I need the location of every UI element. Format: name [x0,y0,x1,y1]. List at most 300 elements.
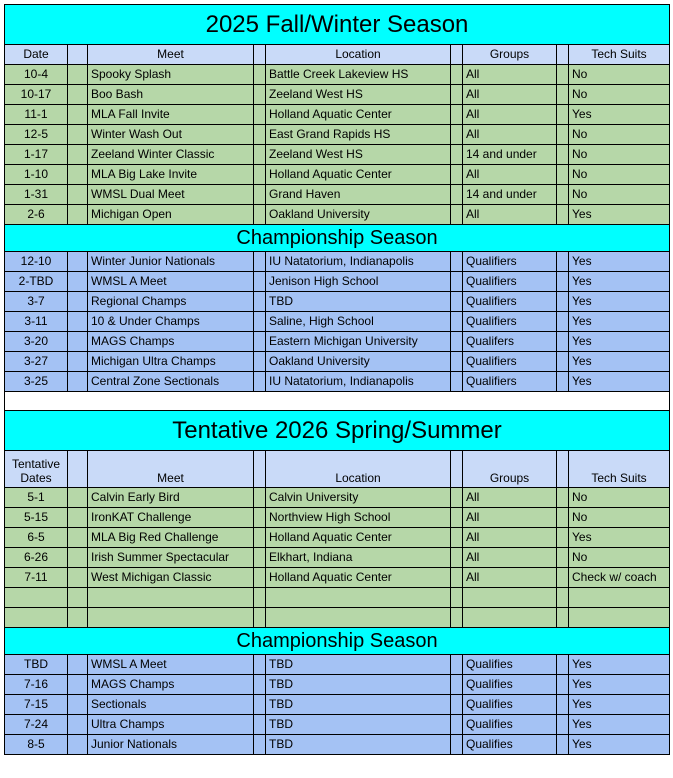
empty-cell [557,608,569,628]
spacer-cell [451,165,463,185]
empty-cell [5,608,68,628]
empty-cell [5,588,68,608]
meet-groups: Qualifies [463,715,557,735]
empty-cell [569,588,670,608]
meet-row [5,65,670,85]
meet-row [5,185,670,205]
spacer-cell [557,205,569,225]
spacer-cell [557,695,569,715]
header-date-line2: Dates [20,471,52,485]
meet-groups: All [463,85,557,105]
spacer-cell [557,272,569,292]
spacer-cell [451,185,463,205]
spacer-cell [451,568,463,588]
spacer-cell [68,372,88,392]
meet-row [5,165,670,185]
header-meet: Meet [88,451,254,488]
meet-name: MLA Big Lake Invite [88,165,254,185]
spacer-cell [68,715,88,735]
meet-groups: All [463,125,557,145]
meet-location: Oakland University [266,205,451,225]
meet-row [5,548,670,568]
meet-date: 6-26 [5,548,68,568]
meet-name: Spooky Splash [88,65,254,85]
meet-tech-suits: Yes [569,312,670,332]
meet-name: Michigan Ultra Champs [88,352,254,372]
spacer-cell [451,548,463,568]
meet-groups: Qualifies [463,675,557,695]
spacer-cell [254,352,266,372]
spacer-cell [254,528,266,548]
spacer-cell [68,675,88,695]
spacer-cell [68,451,88,488]
meet-location: Grand Haven [266,185,451,205]
spacer-cell [254,735,266,755]
meet-groups: All [463,65,557,85]
spacer-cell [254,125,266,145]
section-subtitle-text: Championship Season [5,225,670,252]
spacer-cell [68,312,88,332]
meet-row [5,125,670,145]
spacer-cell [254,105,266,125]
meet-location: TBD [266,735,451,755]
meet-date: 2-6 [5,205,68,225]
spacer-cell [68,205,88,225]
meet-date: 1-10 [5,165,68,185]
spacer-cell [557,675,569,695]
meet-location: TBD [266,292,451,312]
spacer-cell [451,655,463,675]
spacer-cell [451,45,463,65]
meet-row [5,488,670,508]
meet-groups: Qualifiers [463,292,557,312]
spacer-cell [254,145,266,165]
empty-cell [5,392,670,411]
spacer-cell [557,715,569,735]
meet-date: 7-15 [5,695,68,715]
section-subtitle-text: Championship Season [5,628,670,655]
spacer-cell [68,735,88,755]
spacer-cell [451,105,463,125]
spacer-cell [254,451,266,488]
spacer-cell [557,292,569,312]
meet-row [5,568,670,588]
meet-groups: 14 and under [463,185,557,205]
meet-row [5,508,670,528]
meet-date: 1-17 [5,145,68,165]
meet-row [5,352,670,372]
empty-cell [88,588,254,608]
meet-tech-suits: Yes [569,205,670,225]
meet-date: 1-31 [5,185,68,205]
spacer-cell [557,372,569,392]
header-date: Date [5,45,68,65]
meet-location: Eastern Michigan University [266,332,451,352]
spacer-cell [451,332,463,352]
meet-row [5,655,670,675]
spacer-cell [557,548,569,568]
section-title-text: 2025 Fall/Winter Season [5,5,670,45]
meet-location: Northview High School [266,508,451,528]
meet-groups: Qualifiers [463,272,557,292]
empty-cell [68,588,88,608]
spacer-cell [254,655,266,675]
meet-tech-suits: Yes [569,332,670,352]
spacer-cell [451,715,463,735]
meet-groups: All [463,528,557,548]
empty-cell [266,588,451,608]
meet-row [5,695,670,715]
spacer-cell [451,528,463,548]
meet-tech-suits: Yes [569,352,670,372]
spacer-cell [68,125,88,145]
section-title-text: Tentative 2026 Spring/Summer [5,411,670,451]
spacer-cell [557,85,569,105]
meet-date: 3-7 [5,292,68,312]
header-tech-suits: Tech Suits [569,451,670,488]
meet-tech-suits: Yes [569,735,670,755]
meet-location: TBD [266,675,451,695]
meet-row [5,252,670,272]
spacer-cell [254,548,266,568]
meet-location: Jenison High School [266,272,451,292]
spacer-cell [254,568,266,588]
meet-name: Ultra Champs [88,715,254,735]
meet-location: Calvin University [266,488,451,508]
spacer-cell [557,488,569,508]
spacer-cell [254,65,266,85]
spacer-cell [68,165,88,185]
section-subtitle [5,628,670,655]
spacer-cell [68,568,88,588]
meet-location: Elkhart, Indiana [266,548,451,568]
meet-row [5,715,670,735]
meet-date: TBD [5,655,68,675]
spacer-cell [557,528,569,548]
spacer-cell [557,655,569,675]
meet-name: MAGS Champs [88,332,254,352]
spacer-cell [451,145,463,165]
spacer-cell [68,65,88,85]
meet-row [5,675,670,695]
meet-tech-suits: Yes [569,675,670,695]
meet-tech-suits: No [569,165,670,185]
header-meet: Meet [88,45,254,65]
meet-row [5,332,670,352]
spacer-cell [68,548,88,568]
meet-groups: All [463,548,557,568]
meet-name: Central Zone Sectionals [88,372,254,392]
spacer-cell [68,85,88,105]
meet-date: 2-TBD [5,272,68,292]
empty-cell [88,608,254,628]
spacer-cell [451,65,463,85]
meet-location: East Grand Rapids HS [266,125,451,145]
meet-name: Boo Bash [88,85,254,105]
meet-date: 10-17 [5,85,68,105]
empty-cell [266,608,451,628]
spacer-cell [68,528,88,548]
meet-groups: 14 and under [463,145,557,165]
spacer-cell [254,488,266,508]
meet-name: WMSL A Meet [88,272,254,292]
meet-tech-suits: No [569,65,670,85]
meet-location: IU Natatorium, Indianapolis [266,252,451,272]
empty-row [5,588,670,608]
spacer-cell [68,332,88,352]
meet-tech-suits: No [569,548,670,568]
meet-date: 3-11 [5,312,68,332]
meet-tech-suits: No [569,125,670,145]
meet-row [5,145,670,165]
meet-name: MLA Big Red Challenge [88,528,254,548]
meet-date: 12-10 [5,252,68,272]
header-row [5,451,670,488]
spacer-cell [254,312,266,332]
spacer-cell [68,655,88,675]
spacer-cell [557,145,569,165]
empty-cell [254,588,266,608]
schedule-table [4,4,670,755]
spacer-cell [68,488,88,508]
spacer-cell [254,185,266,205]
header-date-line1: Tentative [11,457,61,471]
meet-date: 6-5 [5,528,68,548]
spacer-cell [254,695,266,715]
section-title [5,5,670,45]
meet-tech-suits: Yes [569,252,670,272]
spacer-cell [254,508,266,528]
meet-row [5,372,670,392]
meet-groups: Qualifiers [463,372,557,392]
meet-row [5,312,670,332]
header-date [5,451,68,488]
meet-groups: Qualifies [463,695,557,715]
spacer-cell [68,292,88,312]
section-subtitle [5,225,670,252]
spacer-cell [68,352,88,372]
meet-tech-suits: No [569,185,670,205]
empty-cell [451,608,463,628]
meet-groups: Qualifies [463,735,557,755]
meet-location: Saline, High School [266,312,451,332]
spacer-cell [68,695,88,715]
spacer-cell [254,165,266,185]
meet-location: Battle Creek Lakeview HS [266,65,451,85]
empty-row [5,392,670,411]
meet-row [5,735,670,755]
meet-location: Holland Aquatic Center [266,528,451,548]
meet-date: 7-16 [5,675,68,695]
spacer-cell [254,332,266,352]
meet-name: Junior Nationals [88,735,254,755]
meet-groups: Qualifies [463,655,557,675]
spacer-cell [68,105,88,125]
meet-tech-suits: Yes [569,372,670,392]
spacer-cell [557,185,569,205]
meet-groups: All [463,508,557,528]
meet-location: Holland Aquatic Center [266,568,451,588]
meet-tech-suits: Yes [569,695,670,715]
spacer-cell [557,165,569,185]
meet-tech-suits: No [569,488,670,508]
meet-location: TBD [266,655,451,675]
empty-cell [451,588,463,608]
spacer-cell [557,735,569,755]
meet-tech-suits: Yes [569,105,670,125]
meet-row [5,105,670,125]
meet-row [5,528,670,548]
meet-tech-suits: Yes [569,272,670,292]
meet-name: Irish Summer Spectacular [88,548,254,568]
meet-row [5,85,670,105]
spacer-cell [451,372,463,392]
meet-date: 12-5 [5,125,68,145]
spacer-cell [451,352,463,372]
meet-row [5,292,670,312]
meet-groups: All [463,105,557,125]
spacer-cell [68,252,88,272]
meet-groups: Qualifiers [463,312,557,332]
spacer-cell [68,185,88,205]
meet-location: Holland Aquatic Center [266,105,451,125]
spacer-cell [254,272,266,292]
meet-date: 8-5 [5,735,68,755]
spacer-cell [254,372,266,392]
spacer-cell [557,312,569,332]
spacer-cell [557,45,569,65]
spacer-cell [557,451,569,488]
meet-name: Zeeland Winter Classic [88,145,254,165]
empty-cell [569,608,670,628]
meet-tech-suits: No [569,508,670,528]
spacer-cell [68,45,88,65]
spacer-cell [451,675,463,695]
meet-name: MAGS Champs [88,675,254,695]
meet-name: WMSL Dual Meet [88,185,254,205]
spacer-cell [451,735,463,755]
empty-cell [557,588,569,608]
spacer-cell [254,205,266,225]
spacer-cell [451,252,463,272]
spacer-cell [451,508,463,528]
meet-row [5,205,670,225]
section-title [5,411,670,451]
meet-tech-suits: Yes [569,528,670,548]
spacer-cell [451,312,463,332]
spacer-cell [557,125,569,145]
meet-date: 3-20 [5,332,68,352]
meet-date: 7-24 [5,715,68,735]
spacer-cell [557,252,569,272]
spacer-cell [557,352,569,372]
meet-location: IU Natatorium, Indianapolis [266,372,451,392]
spacer-cell [557,105,569,125]
meet-date: 10-4 [5,65,68,85]
header-groups: Groups [463,451,557,488]
meet-name: IronKAT Challenge [88,508,254,528]
meet-tech-suits: Yes [569,292,670,312]
meet-groups: Qualifers [463,332,557,352]
meet-groups: All [463,568,557,588]
meet-name: Calvin Early Bird [88,488,254,508]
meet-location: Zeeland West HS [266,85,451,105]
spacer-cell [254,292,266,312]
spacer-cell [451,292,463,312]
meet-name: 10 & Under Champs [88,312,254,332]
empty-cell [463,608,557,628]
meet-name: WMSL A Meet [88,655,254,675]
meet-location: TBD [266,715,451,735]
meet-date: 11-1 [5,105,68,125]
meet-groups: Qualifiers [463,352,557,372]
spacer-cell [557,568,569,588]
spacer-cell [68,272,88,292]
meet-tech-suits: Yes [569,715,670,735]
meet-name: Michigan Open [88,205,254,225]
meet-location: Holland Aquatic Center [266,165,451,185]
empty-cell [463,588,557,608]
meet-name: Winter Junior Nationals [88,252,254,272]
meet-row [5,272,670,292]
spacer-cell [254,675,266,695]
header-row [5,45,670,65]
header-groups: Groups [463,45,557,65]
spacer-cell [451,695,463,715]
spacer-cell [68,508,88,528]
meet-groups: All [463,205,557,225]
header-location: Location [266,45,451,65]
spacer-cell [68,145,88,165]
meet-tech-suits: Check w/ coach [569,568,670,588]
meet-name: Winter Wash Out [88,125,254,145]
empty-cell [68,608,88,628]
spacer-cell [451,451,463,488]
empty-row [5,608,670,628]
meet-location: Oakland University [266,352,451,372]
spacer-cell [451,488,463,508]
spacer-cell [451,205,463,225]
meet-date: 3-27 [5,352,68,372]
spacer-cell [451,125,463,145]
meet-groups: All [463,165,557,185]
meet-tech-suits: No [569,145,670,165]
meet-name: Regional Champs [88,292,254,312]
meet-groups: Qualifiers [463,252,557,272]
empty-cell [254,608,266,628]
meet-location: Zeeland West HS [266,145,451,165]
spacer-cell [557,332,569,352]
meet-name: West Michigan Classic [88,568,254,588]
spacer-cell [557,65,569,85]
meet-groups: All [463,488,557,508]
meet-date: 7-11 [5,568,68,588]
spacer-cell [557,508,569,528]
meet-name: MLA Fall Invite [88,105,254,125]
spacer-cell [451,272,463,292]
spacer-cell [254,85,266,105]
spacer-cell [254,715,266,735]
meet-date: 3-25 [5,372,68,392]
meet-tech-suits: No [569,85,670,105]
meet-tech-suits: Yes [569,655,670,675]
meet-name: Sectionals [88,695,254,715]
meet-date: 5-1 [5,488,68,508]
header-location: Location [266,451,451,488]
meet-location: TBD [266,695,451,715]
spacer-cell [254,45,266,65]
header-tech-suits: Tech Suits [569,45,670,65]
